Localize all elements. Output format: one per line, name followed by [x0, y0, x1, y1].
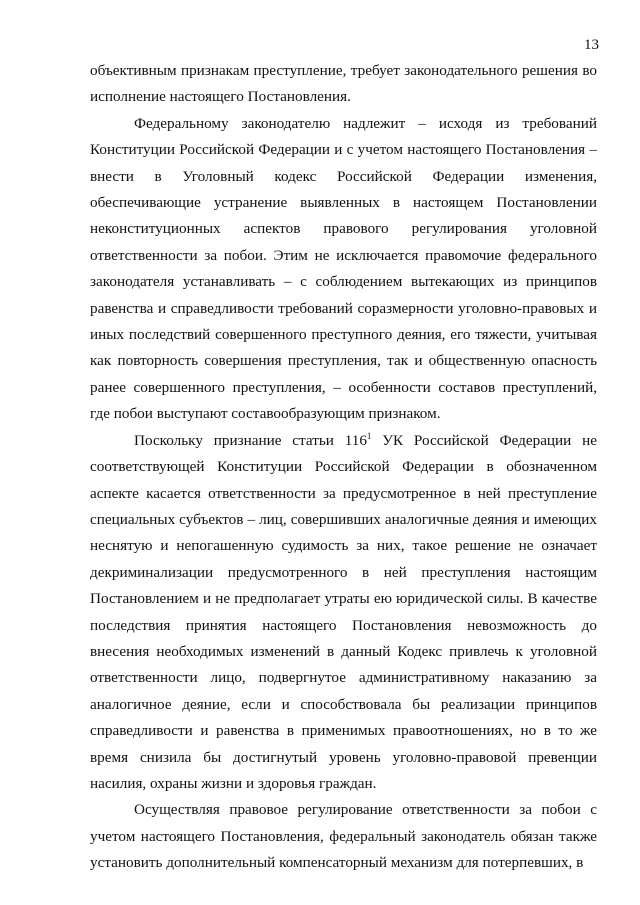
paragraph-article-116-end: УК Российской Федерации не соответствующей Конституции Российской Федерации в обозначенном аспекте касается ответственности за предусмотренное в ней преступление специальных субъектов – лиц, совершивших аналогичные деяния и имеющих неснятую и непогашенную судимость за них, такое решение не означает декриминализации предусмотренного в ней преступления настоящим Постановлением и не предполагает утраты ею юридической силы. В качестве последствия принятия настоящего Постановления невозможность до внесения необходимых изменений в данный Кодекс привлечь к уголовной ответственности лицо, подвергнутое административному наказанию за аналогичное деяние, если и способствовала бы реализации принципов справедливости и равенства в применимых правоотношениях, но в то же время снизила бы достигнутый уровень уголовно-правовой превенции насилия, охраны жизни и здоровья граждан.: [90, 431, 597, 792]
paragraph-compensation: Осуществляя правовое регулирование ответственности за побои с учетом настоящего Постановления, федеральный законодатель обязан также установить дополнительный компенсаторный механизм для потерпевших, в: [90, 801, 597, 872]
article-superscript: 1: [366, 430, 372, 441]
paragraph-article-116-start: Поскольку признание статьи 116: [134, 431, 367, 449]
document-body: [90, 58, 597, 877]
paragraph-article-116: [90, 428, 597, 798]
page-number: 13: [584, 37, 599, 53]
paragraph-legislator-duty: Федеральному законодателю надлежит – исходя из требований Конституции Российской Федерации и с учетом настоящего Постановления – внести в Уголовный кодекс Российской Федерации изменения, обеспечивающие устранение выявленных в настоящем Постановлении неконституционных аспектов правового регулирования уголовной ответственности за побои. Этим не исключается правомочие федерального законодателя устанавливать – с соблюдением вытекающих из принципов равенства и справедливости требований соразмерности уголовно-правовых и иных последствий совершенного преступного деяния, его тяжести, учитывая как повторность совершения преступления, так и общественную опасность ранее совершенного преступления, – особенности составов преступлений, где побои выступают составообразующим признаком.: [90, 114, 597, 423]
paragraph-continued: объективным признакам преступление, требует законодательного решения во исполнение настоящего Постановления.: [90, 62, 597, 106]
